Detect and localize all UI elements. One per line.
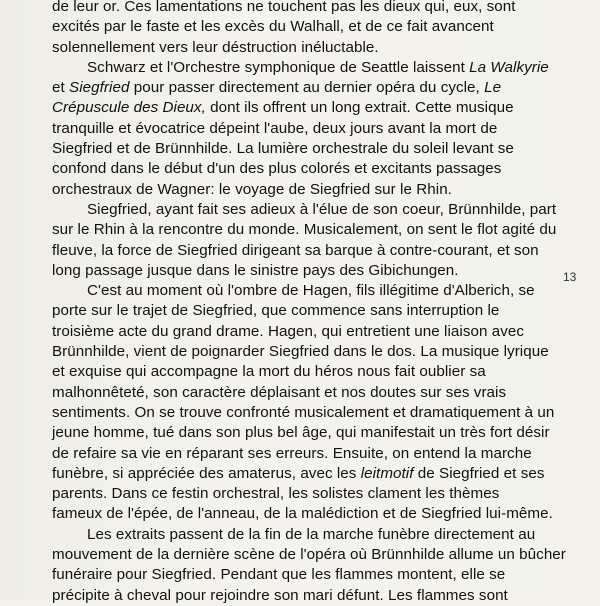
text-run: jeune homme, tué dans son plus bel âge, qui manifestait un très fort désir [52,424,550,442]
text-line [52,504,553,524]
text-run: excités par le faste et les excès du Walhall, et de ce fait avancent [52,18,494,36]
text-line [52,180,544,200]
text-run: sur le Rhin à la rencontre du monde. Musicalement, on sent le flot agité du [52,221,557,239]
text-run: Schwarz et l'Orchestre symphonique de Seattle laissent [87,58,470,76]
text-run: Siegfried et de Brünnhilde. La lumière orchestrale du soleil levant se [52,140,514,158]
text-line [52,586,544,606]
paragraph [52,0,544,58]
text-line [52,38,544,58]
italic-text: La Walkyrie [469,58,549,76]
text-line [52,139,544,159]
text-run: fleuve, la force de Siegfried dirigeant sa barque à contre-courant, et son [52,241,539,259]
italic-text: Siegfried [69,79,130,97]
text-run: confond dans le début d'un des plus colorés et excitants passages [52,160,502,178]
text-run: funèbre, si appréciée des amaterus, avec les [52,464,361,482]
text-run: mouvement de la dernière scène de l'opéra où Brünnhilde allume un bûcher [52,546,566,564]
text-run: de refaire sa vie en réparant ses erreurs. Ensuite, on entend la marche [52,444,532,462]
text-line [52,342,549,362]
italic-text: Le [484,79,502,97]
text-line [52,58,549,78]
text-line [52,78,544,98]
text-run: de leur or. Ces lamentations ne touchent pas les dieux qui, eux, sont [52,0,516,15]
page-number: 13 [563,270,577,284]
text-line [52,464,544,484]
text-run: et [52,79,70,97]
italic-text: Crépuscule des Dieux, [52,99,206,117]
text-run: Siegfried, ayant fait ses adieux à l'élue de son coeur, Brünnhilde, part [87,200,557,218]
text-line [52,403,555,423]
text-run: C'est au moment où l'ombre de Hagen, fils illégitime d'Alberich, se [87,282,535,300]
text-line [52,565,544,585]
text-line [52,545,566,565]
text-line [52,423,550,443]
paragraph [52,58,549,200]
text-run: dont ils offrent un long extrait. Cette musique [205,99,514,117]
text-run: Les extraits passent de la fin de la marche funèbre directement au [87,525,536,543]
text-line [52,444,544,464]
text-line [52,362,544,382]
text-run: fameux de l'épée, de l'anneau, de la malédiction et de Siegfried lui-même. [52,505,553,523]
text-line [52,484,544,504]
text-line [52,383,544,403]
text-run: orchestraux de Wagner: le voyage de Siegfried sur le Rhin. [52,180,452,198]
text-line [52,220,557,240]
text-line [52,301,544,321]
text-run: Brünnhilde, vient de poignarder Siegfried dans le dos. La musique lyrique [52,343,549,361]
text-run: sentiments. On se trouve confronté musicalement et dramatiquement à un [52,403,555,421]
paragraph [52,281,555,525]
text-run: tranquille et évocatrice dépeint l'aube, deux jours avant la mort de [52,119,498,137]
paragraph [52,525,566,606]
text-line [52,98,544,118]
text-run: précipite à cheval pour rejoindre son mari défunt. Les flammes sont [52,586,508,604]
text-run: malhonnêteté, son caractère déplaisant et nos doutes sur ses vrais [52,383,507,401]
text-line [52,261,544,281]
italic-text: leitmotif [360,464,414,482]
text-line [52,159,544,179]
text-run: et exquise qui accompagne la mort du héros nous fait oublier sa [52,363,486,381]
text-line [52,525,544,545]
text-run: solennellement vers leur déstruction inéluctable. [52,38,379,56]
text-run: porte sur le trajet de Siegfried, que commence sans interruption le [52,302,500,320]
paragraph [52,200,557,281]
text-line [52,200,557,220]
text-line [52,281,544,301]
text-line [52,17,544,37]
text-run: troisième acte du grand drame. Hagen, qui entretient une liaison avec [52,322,525,340]
text-run: parents. Dans ce festin orchestral, les solistes clament les thèmes [52,485,500,503]
text-run: de Siegfried et ses [413,464,545,482]
text-line [52,322,544,342]
text-line [52,241,544,261]
text-run: long passage jusque dans le sinistre pays des Gibichungen. [52,261,459,279]
text-line [52,119,544,139]
text-line [52,0,544,17]
text-run: funéraire pour Siegfried. Pendant que les flammes montent, elle se [52,566,506,584]
body-text [52,0,566,606]
text-run: pour passer directement au dernier opéra du cycle, [129,79,485,97]
